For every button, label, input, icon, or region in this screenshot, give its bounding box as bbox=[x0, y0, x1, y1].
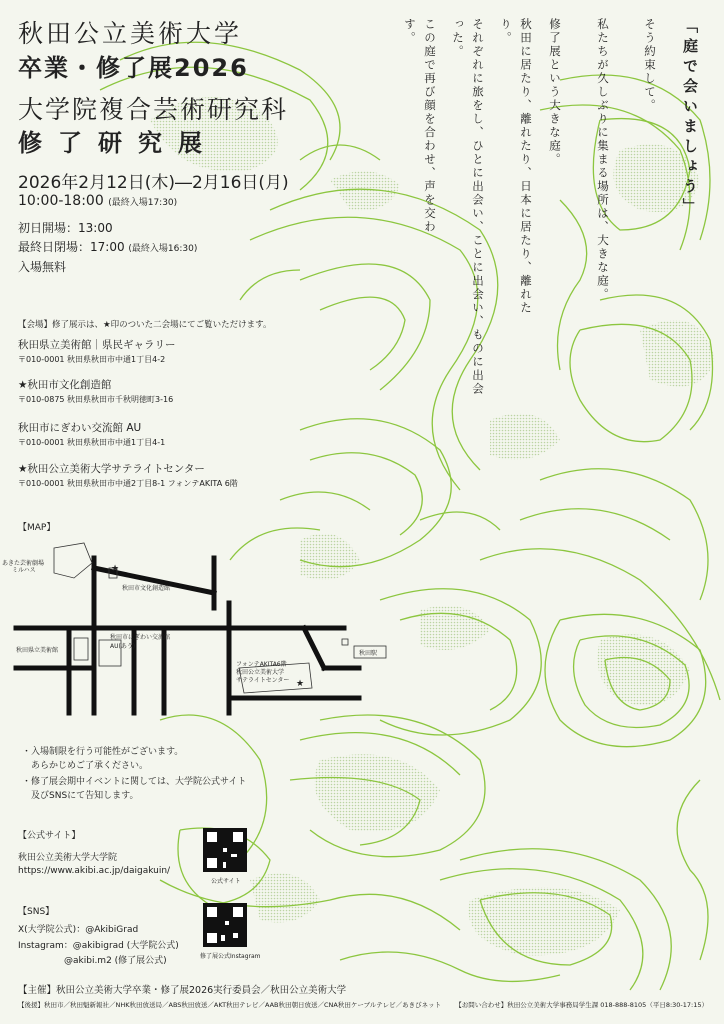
venue-address: 〒010-0001 秋田県秋田市中通1丁目4-2 bbox=[18, 355, 166, 364]
university-name: 秋田公立美術大学 bbox=[18, 19, 243, 48]
map-label-au2: AU(あう) bbox=[110, 643, 136, 650]
opening-hours bbox=[18, 193, 177, 209]
poem-line: 私たちが久しぶりに集まる場所は、大きな庭。 bbox=[596, 18, 610, 302]
map-label-kenritsu: 秋田県立美術館 bbox=[16, 647, 59, 654]
sns-heading: 【SNS】 bbox=[18, 907, 55, 917]
support-list: 【後援】秋田市／秋田魁新報社／NHK秋田放送局／ABS秋田放送／AKT秋田テレビ／AAB秋田朝日放送／CNA秋田ケーブルテレビ／あきびネット bbox=[18, 1001, 442, 1009]
exhibition-title: 卒業・修了展2026 bbox=[18, 54, 249, 82]
graduate-school-name: 大学院複合芸術研究科 bbox=[18, 95, 289, 124]
official-site-url[interactable]: https://www.akibi.ac.jp/daigakuin/ bbox=[18, 866, 171, 876]
map-label: 【MAP】 bbox=[18, 523, 56, 533]
note-line: ・入場制限を行う可能性がございます。 bbox=[22, 747, 184, 757]
map-label-fonte2: 秋田公立美術大学 bbox=[236, 669, 285, 676]
first-day-hours: 初日開場：13:00 bbox=[18, 221, 113, 235]
map-label-agora2: ミルハス bbox=[12, 567, 36, 574]
map-label-au: 秋田市にぎわい交流館 bbox=[110, 634, 171, 641]
venue-name: ★秋田市文化創造館 bbox=[18, 379, 112, 391]
poem-line: それぞれに旅をし、ひとに出会い、ことに出会い、ものに出会った。 bbox=[451, 18, 485, 396]
note-line: あらかじめご了承ください。 bbox=[22, 761, 149, 771]
access-map bbox=[2, 538, 384, 718]
exhibition-subtitle: 修了研究展 bbox=[18, 129, 218, 157]
venue-address: 〒010-0001 秋田県秋田市中通1丁目4-1 bbox=[18, 438, 166, 447]
last-day-hours bbox=[18, 238, 197, 255]
official-site-name: 秋田公立美術大学大学院 bbox=[18, 853, 118, 863]
catch-copy: 「庭で会いましょう」 bbox=[681, 18, 699, 218]
admission-info: 入場無料 bbox=[18, 260, 67, 274]
last-day-note: (最終入場16:30) bbox=[128, 244, 198, 254]
poem-line: 秋田に居たり、離れたり、日本に居たり、離れたり。 bbox=[499, 18, 533, 315]
sns-x-account[interactable]: X(大学院公式)：@AkibiGrad bbox=[18, 925, 139, 935]
contact-info: 【お問い合わせ】秋田公立美術大学事務局学生課 018-888-8105（平日8:30-17:15） bbox=[455, 1001, 708, 1009]
sns-instagram-grad[interactable]: Instagram：@akibigrad (大学院公式) bbox=[18, 941, 179, 951]
venues-heading: 【会場】修了展示は、★印のついた二会場にてご覧いただけます。 bbox=[18, 320, 272, 330]
star-bunka-marker: ★ bbox=[111, 564, 120, 574]
map-label-agora: あきた芸術劇場 bbox=[2, 560, 45, 567]
hours-note: (最終入場17:30) bbox=[108, 198, 178, 208]
sns-instagram-exhibition[interactable]: @akibi.m2 (修了展公式) bbox=[64, 956, 167, 966]
map-label-bunka: 秋田市文化創造館 bbox=[122, 585, 171, 592]
star-satellite-marker: ★ bbox=[296, 679, 305, 689]
last-day-value: 最終日閉場：17:00 bbox=[18, 240, 125, 254]
map-label-fonte: フォンテAKITA6階 bbox=[236, 661, 287, 668]
venue-name: 秋田県立美術館｜県民ギャラリー bbox=[18, 339, 176, 351]
official-site-qr-code[interactable] bbox=[203, 828, 247, 872]
venue-address: 〒010-0875 秋田県秋田市千秋明徳町3-16 bbox=[18, 395, 174, 404]
poem-line: 修了展という大きな庭。 bbox=[548, 18, 562, 167]
official-site-heading: 【公式サイト】 bbox=[18, 831, 81, 841]
poem-line: そう約束して。 bbox=[643, 18, 657, 113]
hours-value: 10:00-18:00 bbox=[18, 193, 104, 209]
organizer-credit: 【主催】秋田公立美術大学卒業・修了展2026実行委員会／秋田公立美術大学 bbox=[18, 985, 347, 996]
note-line: 及びSNSにて告知します。 bbox=[22, 791, 139, 801]
official-site-qr-caption: 公式サイト bbox=[211, 878, 241, 885]
exhibition-dates: 2026年2月12日(木)―2月16日(月) bbox=[18, 173, 289, 193]
map-label-fonte3: サテライトセンター bbox=[236, 677, 290, 684]
map-label-station: 秋田駅 bbox=[359, 650, 378, 657]
poem-line: この庭で再び顔を合わせ、声を交わす。 bbox=[403, 18, 437, 234]
venue-name: ★秋田公立美術大学サテライトセンター bbox=[18, 463, 205, 475]
note-line: ・修了展会期中イベントに関しては、大学院公式サイト bbox=[22, 777, 247, 787]
venue-name: 秋田市にぎわい交流館 AU bbox=[18, 422, 142, 434]
support-credit bbox=[18, 1000, 708, 1009]
venue-address: 〒010-0001 秋田県秋田市中通2丁目8-1 フォンテAKITA 6階 bbox=[18, 479, 238, 488]
instagram-qr-caption: 修了展公式Instagram bbox=[200, 953, 261, 960]
instagram-qr-code[interactable] bbox=[203, 903, 247, 947]
